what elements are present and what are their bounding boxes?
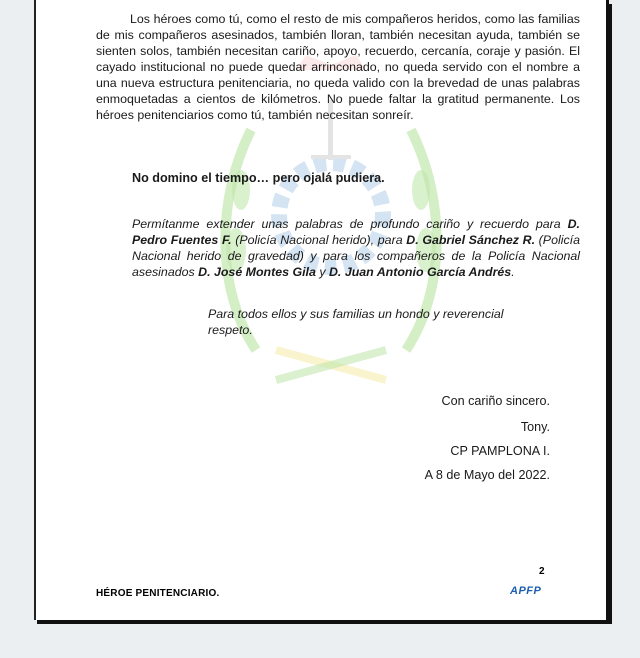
page-number: 2 — [539, 566, 545, 577]
tribute-name-1: D. Pedro Fuentes F. — [132, 217, 580, 247]
signature-closing: Con cariño sincero. — [441, 394, 550, 408]
tribute-name-3: D. José Montes Gila — [198, 265, 316, 279]
footer-title: HÉROE PENITENCIARIO. — [96, 588, 220, 599]
paragraph-respect: Para todos ellos y sus familias un hondo y reverencial respeto. — [208, 307, 504, 337]
paragraph-heroes — [96, 11, 580, 123]
tribute-name-4: D. Juan Antonio García Andrés — [328, 265, 512, 279]
tribute-text-5: . — [511, 265, 515, 279]
tribute-name-2: D. Gabriel Sánchez R. — [406, 233, 536, 247]
document-page — [34, 0, 609, 620]
tribute-text-1: Permítanme extender unas palabras de profundo cariño y recuerdo para — [132, 217, 568, 231]
tribute-text-2: (Policía Nacional herido), para — [231, 233, 407, 247]
signature-date: A 8 de Mayo del 2022. — [424, 468, 550, 482]
signature-name: Tony. — [520, 420, 550, 434]
signature-location: CP PAMPLONA I. — [450, 444, 550, 458]
apfp-logo: APFP — [510, 585, 542, 597]
paragraph-tribute — [132, 216, 580, 280]
tribute-text-4: y — [315, 265, 329, 279]
section-heading: No domino el tiempo… pero ojalá pudiera. — [132, 171, 385, 185]
tribute-text-3: (Policía Nacional herido de gravedad) y para los compañeros de la Policía Nacional asesinados — [132, 233, 580, 279]
paragraph-heroes-text: Los héroes como tú, como el resto de mis compañeros heridos, como las familias de mis compañeros asesinados, también lloran, también necesitan ayuda, también se sienten solos, también necesitan cariño, apoyo, recuerdo, cercanía, coraje y pasión. El cayado institucional no puede quedar arrinconado, no queda servido con el nombre a una nueva estructura penitenciaria, no queda valido con la brevedad de unas palabras enmoquetadas a cientos de kilómetros. No puede faltar la gratitud permanente. Los héroes penitenciarios como tú, también necesitan sonreír. — [96, 12, 580, 122]
